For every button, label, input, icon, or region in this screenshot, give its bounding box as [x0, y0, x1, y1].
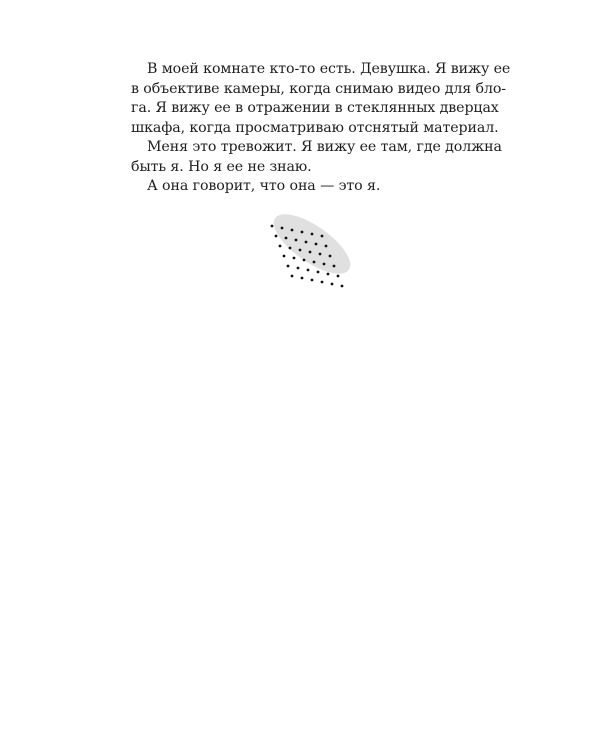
ornament-dot: [329, 255, 332, 258]
ornament-dot: [281, 227, 284, 230]
dotted-leaf-ornament-icon: [262, 214, 358, 294]
ornament-dot: [319, 253, 322, 256]
ornament-dot: [303, 259, 306, 262]
text-line: Меня это тревожит. Я вижу ее там, где должна: [147, 139, 502, 155]
ornament-dot: [283, 255, 286, 258]
ornament-dot: [291, 275, 294, 278]
text-line: быть я. Но я ее не знаю.: [131, 158, 312, 175]
body-text: [131, 60, 511, 197]
ornament-dot: [321, 235, 324, 238]
ornament-dot: [287, 265, 290, 268]
ornament-dot: [313, 261, 316, 264]
ornament-dot: [327, 273, 330, 276]
ornament-dot: [325, 245, 328, 248]
ornament-dot: [331, 283, 334, 286]
text-line: А она говорит, что она — это я.: [147, 178, 381, 194]
ornament-dot: [311, 233, 314, 236]
ornament-dot: [301, 231, 304, 234]
ornament-leaf-shape: [265, 214, 358, 285]
ornament-dot: [289, 247, 292, 250]
ornament-dot: [297, 267, 300, 270]
text-line: га. Я вижу ее в отражении в стеклянных дверцах: [131, 100, 499, 116]
text-line: шкафа, когда просматриваю отснятый материал.: [131, 119, 499, 136]
ornament-dot: [315, 243, 318, 246]
ornament-dot: [305, 241, 308, 244]
ornament-dot: [321, 281, 324, 284]
ornament-dot: [299, 249, 302, 252]
ornament-dot: [333, 265, 336, 268]
ornament-dot: [275, 235, 278, 238]
paragraph-2: [131, 138, 502, 177]
ornament-dot: [291, 229, 294, 232]
ornament-dot: [301, 277, 304, 280]
ornament-dot: [285, 237, 288, 240]
ornament-dot: [293, 257, 296, 260]
ornament-dot: [323, 263, 326, 266]
ornament-dot: [309, 251, 312, 254]
ornament-dot: [311, 279, 314, 282]
ornament-dot: [271, 225, 274, 228]
ornament-dot: [307, 269, 310, 272]
ornament-dot: [295, 239, 298, 242]
ornament-dot: [279, 245, 282, 248]
ornament-dot: [337, 275, 340, 278]
paragraph-3: [131, 177, 491, 197]
ornament-dot: [317, 271, 320, 274]
ornament-dot: [341, 285, 344, 288]
paragraph-1: [131, 60, 511, 138]
text-line: в объективе камеры, когда снимаю видео для бло-: [131, 80, 507, 97]
text-line: В моей комнате кто-то есть. Девушка. Я вижу ее: [147, 61, 511, 77]
